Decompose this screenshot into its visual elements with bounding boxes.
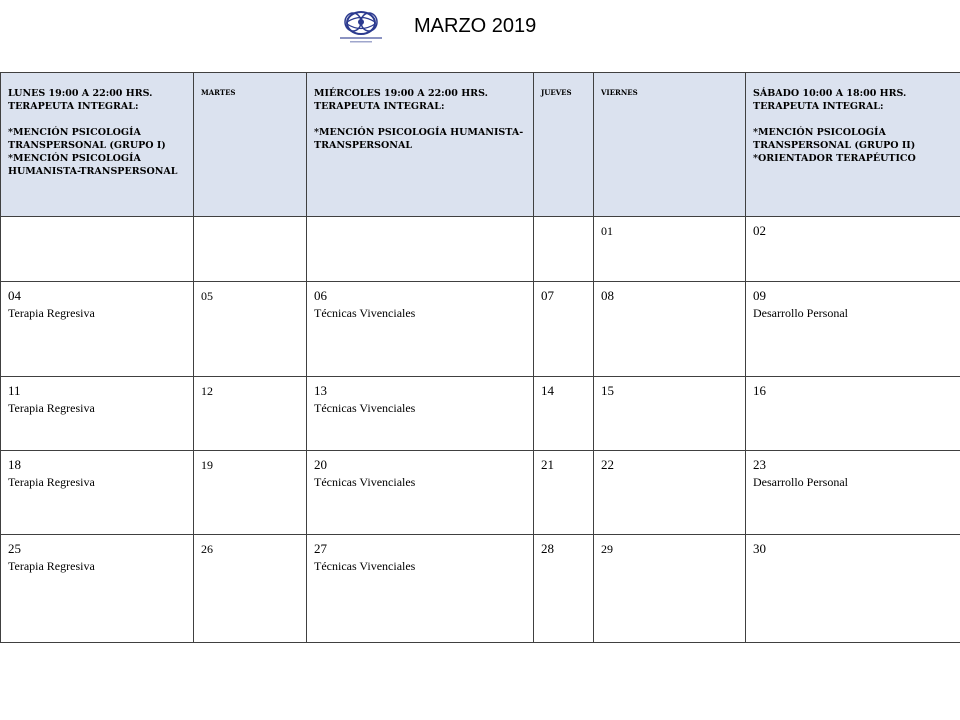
column-header-wednesday: MIÉRCOLES 19:00 A 22:00 HRS. TERAPEUTA INTEGRAL: *MENCIÓN PSICOLOGÍA HUMANISTA- TRANSPERSONAL: [307, 73, 534, 217]
calendar-table: [0, 72, 960, 643]
day-number: 30: [753, 541, 766, 556]
column-header-friday: VIERNES: [594, 73, 746, 217]
day-number: 12: [201, 384, 213, 398]
day-cell: [594, 451, 746, 535]
day-number: 07: [541, 288, 554, 303]
day-number: 13: [314, 383, 327, 398]
day-number: 21: [541, 457, 554, 472]
column-header-thursday: JUEVES: [534, 73, 594, 217]
column-header-monday: LUNES 19:00 A 22:00 HRS. TERAPEUTA INTEGRAL: *MENCIÓN PSICOLOGÍA TRANSPERSONAL (GRUPO I) *MENCIÓN PSICOLOGÍA HUMANISTA-TRANSPERSONAL: [1, 73, 194, 217]
calendar-header-row: [1, 73, 960, 217]
event-label: Desarrollo Personal: [753, 306, 848, 320]
day-number: 11: [8, 383, 21, 398]
day-cell: [307, 377, 534, 451]
event-label: Técnicas Vivenciales: [314, 559, 416, 573]
day-number: 22: [601, 457, 614, 472]
page-title: MARZO 2019: [414, 15, 537, 37]
day-number: 27: [314, 541, 327, 556]
day-cell: [307, 282, 534, 377]
day-cell: [307, 535, 534, 643]
day-number: 26: [201, 542, 213, 556]
day-cell: [534, 535, 594, 643]
day-cell: [746, 377, 960, 451]
day-cell: [307, 217, 534, 282]
day-cell: [1, 217, 194, 282]
day-number: 18: [8, 457, 21, 472]
day-cell: [594, 535, 746, 643]
event-label: Desarrollo Personal: [753, 475, 848, 489]
day-number: 08: [601, 288, 614, 303]
day-cell: [534, 377, 594, 451]
day-number: 28: [541, 541, 554, 556]
day-number: 19: [201, 458, 213, 472]
day-cell: [746, 282, 960, 377]
calendar-week-row: [1, 282, 960, 377]
event-label: Terapia Regresiva: [8, 401, 95, 415]
calendar-week-row: [1, 217, 960, 282]
day-cell: [194, 217, 307, 282]
day-number: 25: [8, 541, 21, 556]
day-number: 05: [201, 289, 213, 303]
day-cell: [746, 451, 960, 535]
event-label: Técnicas Vivenciales: [314, 306, 416, 320]
day-cell: [1, 282, 194, 377]
day-cell: [746, 535, 960, 643]
event-label: Terapia Regresiva: [8, 559, 95, 573]
day-cell: [746, 217, 960, 282]
day-cell: [1, 535, 194, 643]
day-cell: [194, 377, 307, 451]
day-cell: [1, 377, 194, 451]
event-label: Técnicas Vivenciales: [314, 475, 416, 489]
day-number: 23: [753, 457, 766, 472]
day-cell: [534, 217, 594, 282]
page-header: [0, 0, 960, 60]
calendar-week-row: [1, 535, 960, 643]
calendar-week-row: [1, 377, 960, 451]
day-number: 01: [601, 224, 613, 238]
day-number: 15: [601, 383, 614, 398]
day-number: 16: [753, 383, 766, 398]
event-label: Técnicas Vivenciales: [314, 401, 416, 415]
day-cell: [534, 451, 594, 535]
day-cell: [594, 377, 746, 451]
column-header-saturday: SÁBADO 10:00 A 18:00 HRS. TERAPEUTA INTEGRAL: *MENCIÓN PSICOLOGÍA TRANSPERSONAL (GRUPO II) *ORIENTADOR TERAPÉUTICO: [746, 73, 960, 217]
day-cell: [534, 282, 594, 377]
day-cell: [194, 282, 307, 377]
column-header-tuesday: MARTES: [194, 73, 307, 217]
day-number: 04: [8, 288, 21, 303]
day-cell: [194, 451, 307, 535]
day-cell: [594, 282, 746, 377]
day-number: 20: [314, 457, 327, 472]
day-number: 09: [753, 288, 766, 303]
globe-logo-icon: [336, 9, 386, 45]
event-label: Terapia Regresiva: [8, 475, 95, 489]
day-number: 29: [601, 542, 613, 556]
event-label: Terapia Regresiva: [8, 306, 95, 320]
day-number: 14: [541, 383, 554, 398]
day-cell: [194, 535, 307, 643]
day-cell: [1, 451, 194, 535]
day-number: 06: [314, 288, 327, 303]
day-number: 02: [753, 223, 766, 238]
calendar-week-row: [1, 451, 960, 535]
day-cell: [594, 217, 746, 282]
day-cell: [307, 451, 534, 535]
